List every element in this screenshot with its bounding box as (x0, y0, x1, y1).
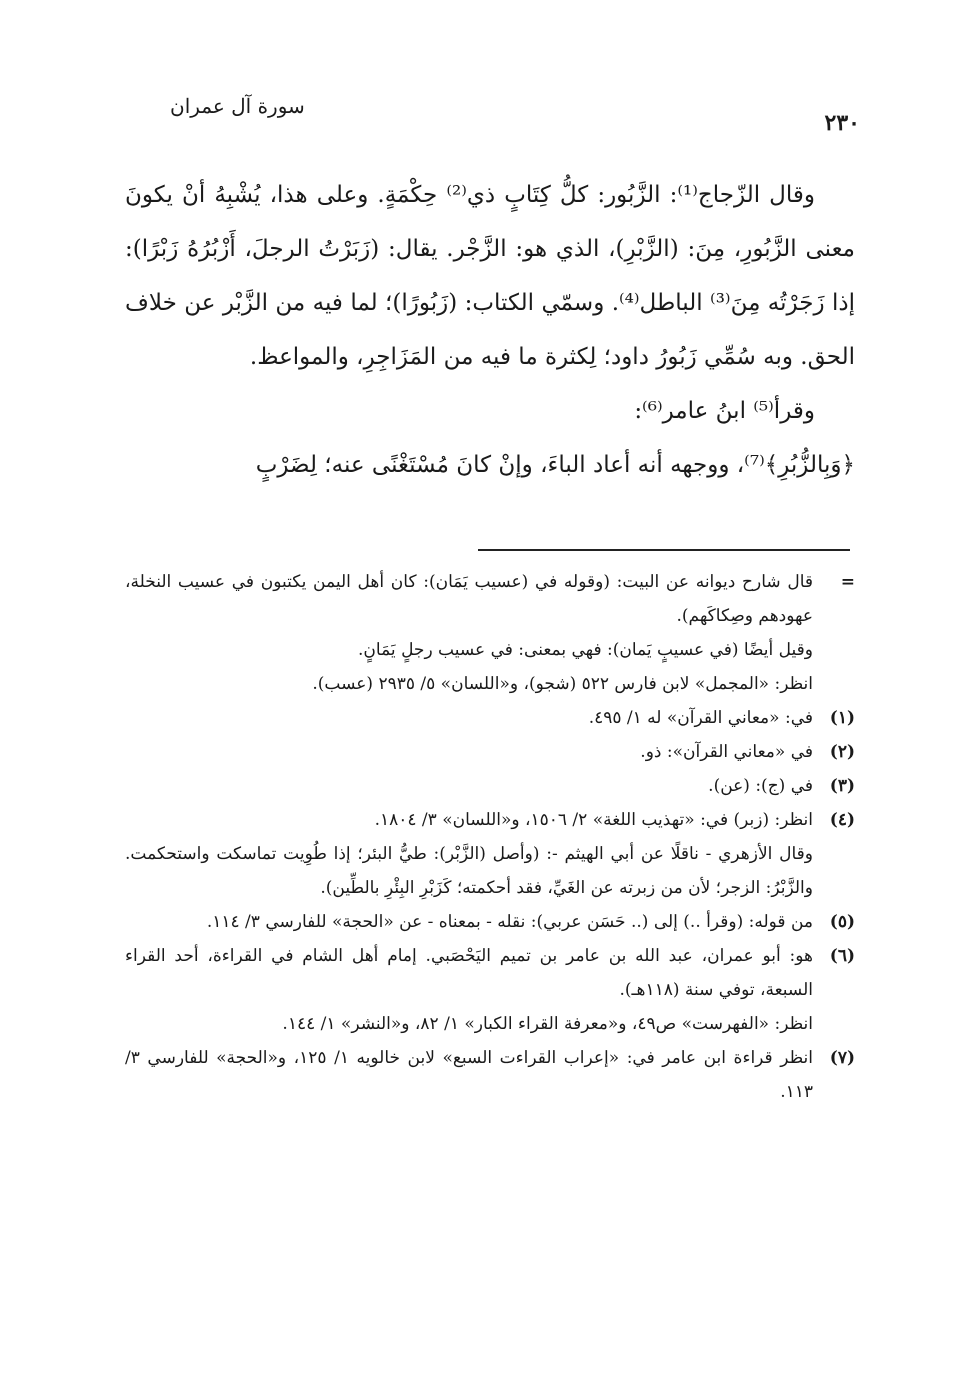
footnote-body (125, 905, 813, 939)
footnote-separator (478, 549, 850, 551)
footnote-number: (٣) (829, 776, 855, 796)
footnote-body (125, 735, 813, 769)
footnote-1 (125, 701, 855, 735)
main-paragraph-1: وقال الزّجاج⁽¹⁾: الزَّبُور: كلُّ كِتَابٍ ذي⁽²⁾ حِكْمَةٍ. وعلى هذا، يُشْبِهُ أنْ يكونَ معنى الزَّبُورِ، مِنَ: (الزَّبْرِ)، الذي هو: الزَّجْر. يقال: (زَبَرْتُ الرجلَ، أَزْبُرُهُ زَبْرًا): إذا زَجَرْتُه مِنَ⁽³⁾ الباطل⁽⁴⁾. وسمّي الكتاب: (زَبُورًا)؛ لما فيه من الزَّبْر عن خلاف الحق. وبه سُمِّي زَبُورُ داود؛ لِكثرة ما فيه من المَزَاجِرِ، والمواعظ. (125, 182, 855, 370)
main-text (125, 168, 855, 492)
footnote-number: (٧) (829, 1048, 855, 1068)
footnote-number: (٥) (829, 912, 855, 932)
footnote-line: انظر: (زبر) في: «تهذيب اللغة» ٢/ ١٥٠٦، و«اللسان» ٣/ ١٨٠٤. (374, 810, 813, 830)
footnote-number: (٤) (829, 810, 855, 830)
footnote-body (125, 803, 813, 905)
footnote-body (125, 1041, 813, 1109)
footnote-line: هو: أبو عمران، عبد الله بن عامر بن تميم اليَحْصَبي. إمام أهل الشام في القراءة، أحد القراء السبعة، توفي سنة (١١٨هـ). (125, 946, 813, 1000)
footnote-number: (٢) (829, 742, 855, 762)
footnote-line: انظر: «المجمل» لابن فارس ٥٢٢ (شجو)، و«اللسان» ٥/ ٢٩٣٥ (عسب). (312, 674, 813, 694)
footnote-number: (٦) (829, 946, 855, 966)
footnote-6 (125, 939, 855, 1041)
footnote-line: وقيل أيضًا (في عسيبٍ يَمان): فهي بمعنى: في عسيب رجلٍ يَمَانٍ. (358, 640, 813, 660)
footnote-body (125, 565, 813, 701)
footnotes (125, 565, 855, 1109)
continuation-marker: = (840, 572, 855, 592)
footnote-5 (125, 905, 855, 939)
main-paragraph-2: وقرأ⁽⁵⁾ ابنُ عامر⁽⁶⁾: (634, 398, 815, 424)
footnote-line: قال شارح ديوانه عن البيت: (وقوله في (عسيب يَمَان): كان أهل اليمن يكتبون في عسيب النخلة، عهودهم وصِكاكَهم). (125, 572, 813, 626)
footnote-4 (125, 803, 855, 905)
page-number: ٢٣٠ (824, 110, 860, 136)
footnote-line: من قوله: (وقرأ ..) إلى (.. حَسَن عربي): نقله - بمعناه - عن «الحجة» للفارسي ٣/ ١١٤. (206, 912, 813, 932)
footnote-2 (125, 735, 855, 769)
footnote-body (125, 769, 813, 803)
footnote-line: في (ج): (عن). (708, 776, 813, 796)
footnote-body (125, 939, 813, 1041)
running-header-surah-title: سورة آل عمران (170, 94, 305, 118)
footnote-line: وقال الأزهري - ناقلًا عن أبي الهيثم -: (وأصل (الزَّبْر): طيُّ البئر؛ إذا طُوِيت تماسكت واستحكمت. والزَّبْرُ: الزجر؛ لأن من زبرته عن الغَيِّ، فقد أحكمته؛ كَزَبْرِ البِئْرِ بالطِّين). (125, 844, 813, 898)
footnote-line: في: «معاني القرآن» له ١/ ٤٩٥. (588, 708, 813, 728)
main-paragraph-3: ﴿وَبِالزُّبُرِ﴾⁽⁷⁾، ووجهه أنه أعاد الباءَ، وإنْ كانَ مُسْتَغْنًى عنه؛ لِضَرْبٍ (255, 452, 855, 478)
footnote-number: (١) (829, 708, 855, 728)
footnote-body (125, 701, 813, 735)
footnote-line: في «معاني القرآن»: ذو. (640, 742, 813, 762)
footnote-line: انظر قراءة ابن عامر في: «إعراب القراءت السبع» لابن خالويه ١/ ١٢٥، و«الحجة» للفارسي ٣/ ١١٣. (125, 1048, 813, 1102)
footnote-line: انظر: «الفهرست» ص٤٩، و«معرفة القراء الكبار» ١/ ٨٢، و«النشر» ١/ ١٤٤. (282, 1014, 813, 1034)
footnote-continuation (125, 565, 855, 701)
footnote-3 (125, 769, 855, 803)
footnote-7 (125, 1041, 855, 1109)
